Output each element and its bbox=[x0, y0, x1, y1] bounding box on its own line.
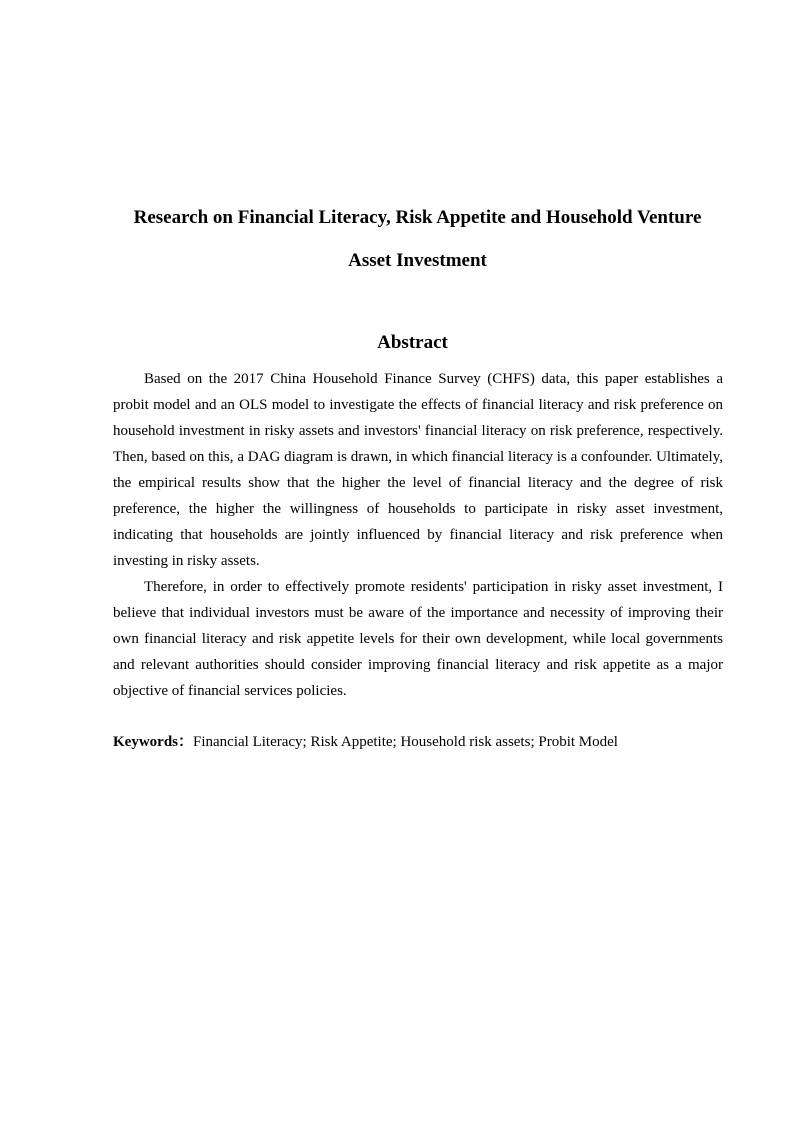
keywords-text: Financial Literacy; Risk Appetite; Household risk assets; Probit Model bbox=[193, 734, 618, 750]
paper-title-line-1: Research on Financial Literacy, Risk Appetite and Household Venture bbox=[133, 207, 702, 228]
abstract-body bbox=[113, 366, 723, 704]
abstract-paragraph-1: Based on the 2017 China Household Finance Survey (CHFS) data, this paper establishes a probit model and an OLS model to investigate the effects of financial literacy and risk preference on household investment in risky assets and investors' financial literacy on risk preference, respectively. Then, based on this, a DAG diagram is drawn, in which financial literacy is a confounder. Ultimately, the empirical results show that the higher the level of financial literacy and the degree of risk preference, the higher the willingness of households to participate in risky asset investment, indicating that households are jointly influenced by financial literacy and risk preference when investing in risky assets. bbox=[113, 371, 723, 569]
paper-title-line-2: Asset Investment bbox=[348, 250, 487, 271]
keywords-label: Keywords： bbox=[113, 734, 193, 750]
abstract-paragraph-2: Therefore, in order to effectively promote residents' participation in risky asset investment, I believe that individual investors must be aware of the importance and necessity of improving their own financial literacy and risk appetite levels for their own development, while local governments and relevant authorities should consider improving financial literacy and risk appetite as a major objective of financial services policies. bbox=[113, 579, 723, 699]
abstract-heading: Abstract bbox=[377, 332, 448, 353]
keywords-line bbox=[113, 729, 723, 755]
